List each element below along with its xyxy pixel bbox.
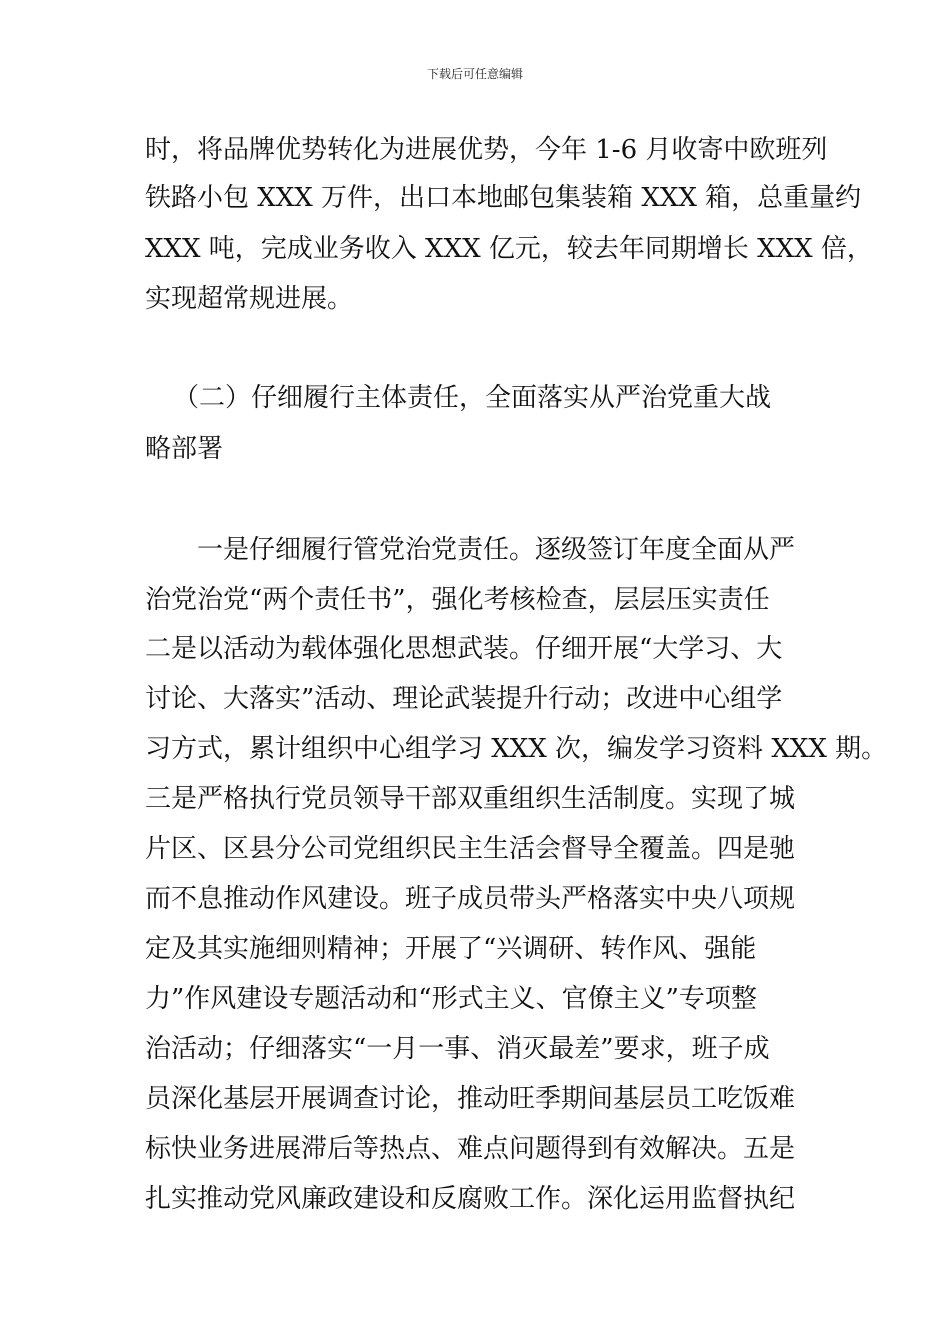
section-heading-continued: 略部署 <box>145 434 224 464</box>
text-line: XXX 吨，完成业务收入 XXX 亿元，较去年同期增长 XXX 倍， <box>145 234 873 264</box>
section-heading: （二）仔细履行主体责任，全面落实从严治党重大战 <box>173 383 772 413</box>
text-line: 时，将品牌优势转化为进展优势，今年 1-6 月收寄中欧班列 <box>145 135 828 165</box>
text-line: 铁路小包 XXX 万件，出口本地邮包集装箱 XXX 箱，总重量约 <box>145 183 862 213</box>
text-line: 治党治党“两个责任书”，强化考核检查，层层压实责任 <box>145 585 770 615</box>
text-line: 而不息推动作风建设。班子成员带头严格落实中央八项规 <box>145 884 796 914</box>
text-line: 讨论、大落实”活动、理论武装提升行动；改进中心组学 <box>145 684 783 714</box>
text-line: 习方式，累计组织中心组学习 XXX 次，编发学习资料 XXX 期。 <box>145 734 888 764</box>
text-line: 片区、区县分公司党组织民主生活会督导全覆盖。四是驰 <box>145 834 796 864</box>
text-line: 三是严格执行党员领导干部双重组织生活制度。实现了城 <box>145 784 796 814</box>
text-line: 力”作风建设专题活动和“形式主义、官僚主义”专项整 <box>145 984 757 1014</box>
text-line: 定及其实施细则精神；开展了“兴调研、转作风、强能 <box>145 934 757 964</box>
text-line: 标快业务进展滞后等热点、难点问题得到有效解决。五是 <box>145 1134 796 1164</box>
text-line: 扎实推动党风廉政建设和反腐败工作。深化运用监督执纪 <box>145 1184 796 1214</box>
page-header: 下载后可任意编辑 <box>426 67 523 81</box>
text-line: 一是仔细履行管党治党责任。逐级签订年度全面从严 <box>197 535 796 565</box>
text-line: 二是以活动为载体强化思想武装。仔细开展“大学习、大 <box>145 634 783 664</box>
text-line: 实现超常规进展。 <box>145 284 354 314</box>
text-line: 治活动；仔细落实“一月一事、消灭最差”要求，班子成 <box>145 1034 770 1064</box>
text-line: 员深化基层开展调查讨论，推动旺季期间基层员工吃饭难 <box>145 1084 796 1114</box>
